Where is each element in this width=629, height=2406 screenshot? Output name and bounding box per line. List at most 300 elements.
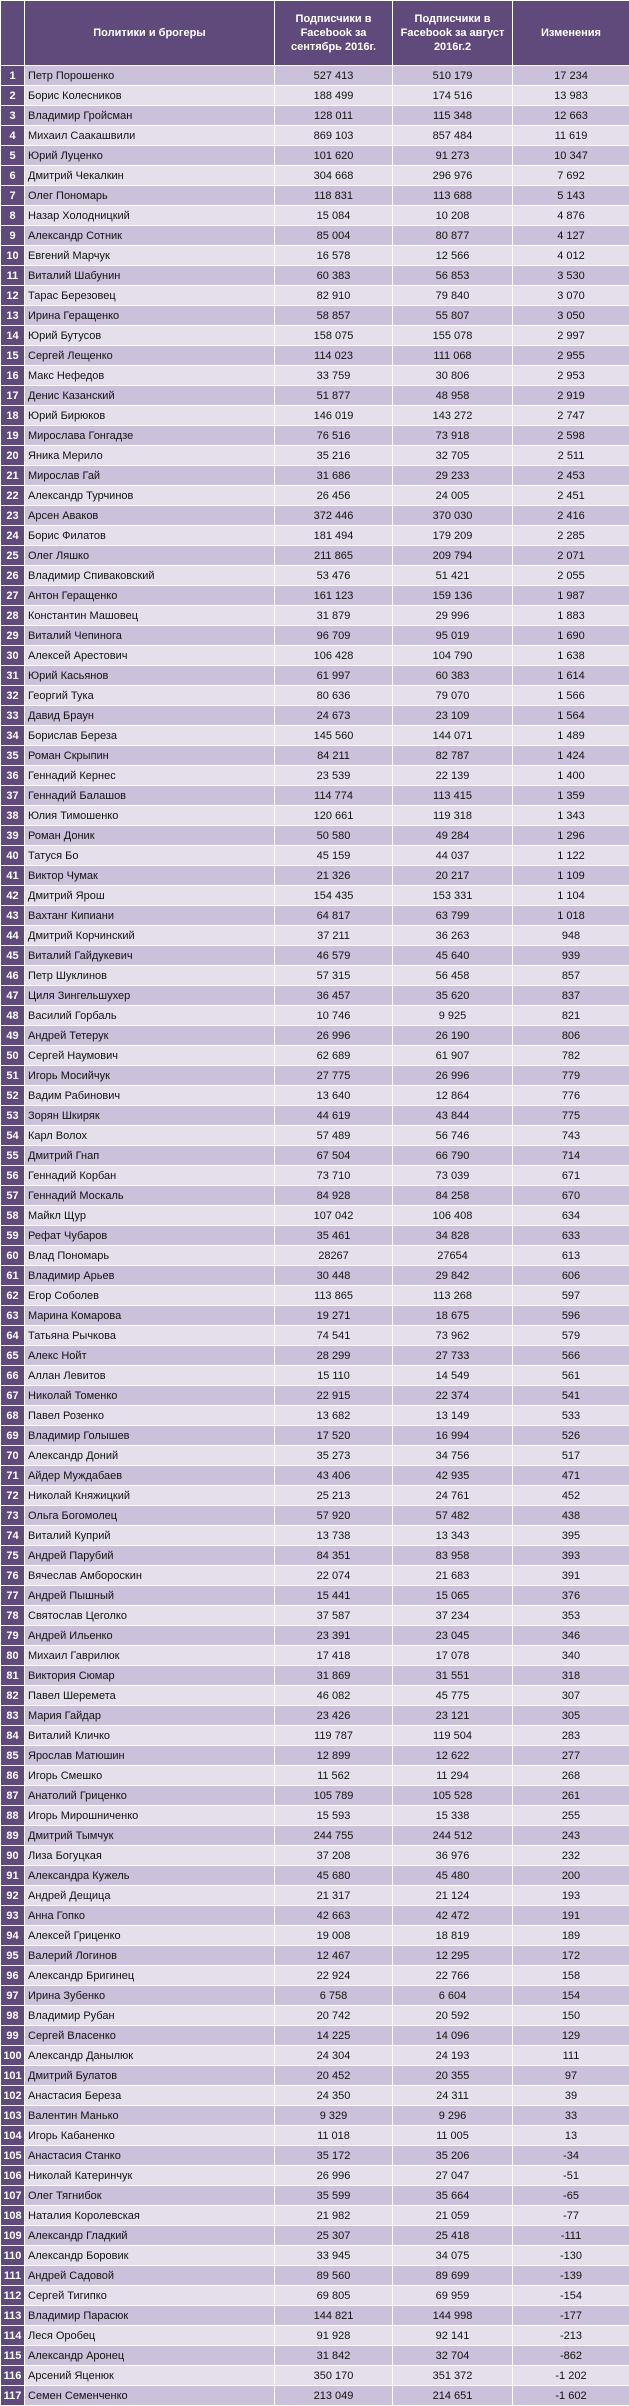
subscribers-change: 561 bbox=[513, 1366, 629, 1386]
subscribers-august: 13 343 bbox=[393, 1526, 513, 1546]
subscribers-august: 30 806 bbox=[393, 366, 513, 386]
subscribers-change: 541 bbox=[513, 1386, 629, 1406]
person-name: Андрей Дещица bbox=[25, 1886, 275, 1906]
subscribers-august: 23 121 bbox=[393, 1706, 513, 1726]
subscribers-september: 244 755 bbox=[275, 1826, 393, 1846]
subscribers-september: 13 682 bbox=[275, 1406, 393, 1426]
person-name: Ирина Геращенко bbox=[25, 306, 275, 326]
subscribers-change: 255 bbox=[513, 1806, 629, 1826]
table-row bbox=[1, 1446, 629, 1466]
subscribers-change: 1 018 bbox=[513, 906, 629, 926]
person-name: Семен Семенченко bbox=[25, 2386, 275, 2406]
row-number: 115 bbox=[1, 2346, 25, 2366]
table-row bbox=[1, 286, 629, 306]
row-number: 79 bbox=[1, 1626, 25, 1646]
subscribers-september: 106 428 bbox=[275, 646, 393, 666]
subscribers-change: 2 451 bbox=[513, 486, 629, 506]
person-name: Антон Геращенко bbox=[25, 586, 275, 606]
row-number: 34 bbox=[1, 726, 25, 746]
table-row bbox=[1, 886, 629, 906]
subscribers-september: 21 317 bbox=[275, 1886, 393, 1906]
subscribers-change: 3 070 bbox=[513, 286, 629, 306]
row-number: 15 bbox=[1, 346, 25, 366]
table-row bbox=[1, 1906, 629, 1926]
row-number: 58 bbox=[1, 1206, 25, 1226]
person-name: Владимир Спиваковский bbox=[25, 566, 275, 586]
subscribers-change: 526 bbox=[513, 1426, 629, 1446]
row-number: 47 bbox=[1, 986, 25, 1006]
subscribers-change: -213 bbox=[513, 2326, 629, 2346]
row-number: 38 bbox=[1, 806, 25, 826]
person-name: Вадим Рабинович bbox=[25, 1086, 275, 1106]
subscribers-september: 80 636 bbox=[275, 686, 393, 706]
person-name: Ирина Зубенко bbox=[25, 1986, 275, 2006]
subscribers-september: 6 758 bbox=[275, 1986, 393, 2006]
subscribers-august: 12 566 bbox=[393, 246, 513, 266]
subscribers-august: 24 193 bbox=[393, 2046, 513, 2066]
subscribers-change: 10 347 bbox=[513, 146, 629, 166]
subscribers-change: -862 bbox=[513, 2346, 629, 2366]
subscribers-august: 51 421 bbox=[393, 566, 513, 586]
subscribers-august: 144 071 bbox=[393, 726, 513, 746]
subscribers-august: 21 683 bbox=[393, 1566, 513, 1586]
subscribers-september: 24 350 bbox=[275, 2086, 393, 2106]
table-row bbox=[1, 626, 629, 646]
row-number: 7 bbox=[1, 186, 25, 206]
subscribers-september: 37 211 bbox=[275, 926, 393, 946]
subscribers-august: 27654 bbox=[393, 1246, 513, 1266]
subscribers-september: 91 928 bbox=[275, 2326, 393, 2346]
subscribers-september: 114 774 bbox=[275, 786, 393, 806]
subscribers-september: 35 273 bbox=[275, 1446, 393, 1466]
subscribers-september: 67 504 bbox=[275, 1146, 393, 1166]
subscribers-change: 948 bbox=[513, 926, 629, 946]
person-name: Назар Холодницкий bbox=[25, 206, 275, 226]
subscribers-change: 13 bbox=[513, 2126, 629, 2146]
table-row bbox=[1, 146, 629, 166]
person-name: Рефат Чубаров bbox=[25, 1226, 275, 1246]
row-number: 90 bbox=[1, 1846, 25, 1866]
table-row bbox=[1, 386, 629, 406]
row-number: 117 bbox=[1, 2386, 25, 2406]
person-name: Виталий Кличко bbox=[25, 1726, 275, 1746]
subscribers-change: 3 050 bbox=[513, 306, 629, 326]
table-row bbox=[1, 846, 629, 866]
row-number: 109 bbox=[1, 2226, 25, 2246]
subscribers-august: 83 958 bbox=[393, 1546, 513, 1566]
subscribers-august: 26 190 bbox=[393, 1026, 513, 1046]
table-row bbox=[1, 806, 629, 826]
subscribers-change: 376 bbox=[513, 1586, 629, 1606]
subscribers-august: 18 819 bbox=[393, 1926, 513, 1946]
subscribers-august: 214 651 bbox=[393, 2386, 513, 2406]
table-row bbox=[1, 646, 629, 666]
subscribers-september: 45 159 bbox=[275, 846, 393, 866]
table-row bbox=[1, 1686, 629, 1706]
subscribers-september: 113 865 bbox=[275, 1286, 393, 1306]
subscribers-august: 20 355 bbox=[393, 2066, 513, 2086]
person-name: Алексей Гриценко bbox=[25, 1926, 275, 1946]
subscribers-august: 18 675 bbox=[393, 1306, 513, 1326]
subscribers-september: 46 579 bbox=[275, 946, 393, 966]
subscribers-august: 115 348 bbox=[393, 106, 513, 126]
table-row bbox=[1, 1166, 629, 1186]
table-row bbox=[1, 1606, 629, 1626]
subscribers-change: 1 359 bbox=[513, 786, 629, 806]
subscribers-august: 60 383 bbox=[393, 666, 513, 686]
subscribers-change: 1 638 bbox=[513, 646, 629, 666]
row-number: 54 bbox=[1, 1126, 25, 1146]
subscribers-september: 23 391 bbox=[275, 1626, 393, 1646]
person-name: Владимир Парасюк bbox=[25, 2306, 275, 2326]
row-number: 39 bbox=[1, 826, 25, 846]
table-row bbox=[1, 2226, 629, 2246]
subscribers-august: 34 756 bbox=[393, 1446, 513, 1466]
table-row bbox=[1, 546, 629, 566]
subscribers-august: 22 139 bbox=[393, 766, 513, 786]
person-name: Дмитрий Корчинский bbox=[25, 926, 275, 946]
table-row bbox=[1, 1806, 629, 1826]
table-row bbox=[1, 66, 629, 86]
subscribers-change: 2 511 bbox=[513, 446, 629, 466]
person-name: Александр Бригинец bbox=[25, 1966, 275, 1986]
subscribers-september: 181 494 bbox=[275, 526, 393, 546]
person-name: Алексей Арестович bbox=[25, 646, 275, 666]
subscribers-september: 15 593 bbox=[275, 1806, 393, 1826]
row-number: 93 bbox=[1, 1906, 25, 1926]
table-row bbox=[1, 1126, 629, 1146]
row-number: 12 bbox=[1, 286, 25, 306]
person-name: Святослав Цеголко bbox=[25, 1606, 275, 1626]
header-subscribers-september: Подписчики в Facebook за сентябрь 2016г. bbox=[275, 1, 393, 66]
row-number: 77 bbox=[1, 1586, 25, 1606]
row-number: 89 bbox=[1, 1826, 25, 1846]
table-row bbox=[1, 2026, 629, 2046]
subscribers-september: 15 441 bbox=[275, 1586, 393, 1606]
person-name: Борис Колесников bbox=[25, 86, 275, 106]
subscribers-change: 857 bbox=[513, 966, 629, 986]
subscribers-change: 158 bbox=[513, 1966, 629, 1986]
table-row bbox=[1, 2006, 629, 2026]
subscribers-august: 69 959 bbox=[393, 2286, 513, 2306]
table-row bbox=[1, 86, 629, 106]
row-number: 30 bbox=[1, 646, 25, 666]
person-name: Андрей Парубий bbox=[25, 1546, 275, 1566]
subscribers-september: 43 406 bbox=[275, 1466, 393, 1486]
subscribers-september: 31 879 bbox=[275, 606, 393, 626]
subscribers-change: 806 bbox=[513, 1026, 629, 1046]
subscribers-september: 21 326 bbox=[275, 866, 393, 886]
subscribers-september: 25 307 bbox=[275, 2226, 393, 2246]
person-name: Юлия Тимошенко bbox=[25, 806, 275, 826]
row-number: 72 bbox=[1, 1486, 25, 1506]
person-name: Игорь Кабаненко bbox=[25, 2126, 275, 2146]
subscribers-august: 12 295 bbox=[393, 1946, 513, 1966]
subscribers-september: 12 899 bbox=[275, 1746, 393, 1766]
subscribers-change: 714 bbox=[513, 1146, 629, 1166]
subscribers-september: 19 271 bbox=[275, 1306, 393, 1326]
subscribers-change: 566 bbox=[513, 1346, 629, 1366]
table-row bbox=[1, 726, 629, 746]
person-name: Сергей Наумович bbox=[25, 1046, 275, 1066]
person-name: Анастасия Береза bbox=[25, 2086, 275, 2106]
row-number: 11 bbox=[1, 266, 25, 286]
subscribers-september: 13 738 bbox=[275, 1526, 393, 1546]
subscribers-change: 346 bbox=[513, 1626, 629, 1646]
subscribers-august: 42 472 bbox=[393, 1906, 513, 1926]
person-name: Юрий Луценко bbox=[25, 146, 275, 166]
person-name: Владимир Арьев bbox=[25, 1266, 275, 1286]
subscribers-change: 111 bbox=[513, 2046, 629, 2066]
subscribers-change: 2 416 bbox=[513, 506, 629, 526]
table-row bbox=[1, 2186, 629, 2206]
row-number: 40 bbox=[1, 846, 25, 866]
subscribers-change: 277 bbox=[513, 1746, 629, 1766]
table-row bbox=[1, 1506, 629, 1526]
subscribers-september: 26 996 bbox=[275, 2166, 393, 2186]
subscribers-september: 24 304 bbox=[275, 2046, 393, 2066]
row-number: 50 bbox=[1, 1046, 25, 1066]
subscribers-change: -34 bbox=[513, 2146, 629, 2166]
table-row bbox=[1, 226, 629, 246]
subscribers-august: 24 761 bbox=[393, 1486, 513, 1506]
person-name: Павел Шеремета bbox=[25, 1686, 275, 1706]
row-number: 57 bbox=[1, 1186, 25, 1206]
row-number: 56 bbox=[1, 1166, 25, 1186]
table-row bbox=[1, 2106, 629, 2126]
table-row bbox=[1, 1046, 629, 1066]
person-name: Дмитрий Тымчук bbox=[25, 1826, 275, 1846]
person-name: Владимир Рубан bbox=[25, 2006, 275, 2026]
person-name: Мария Гайдар bbox=[25, 1706, 275, 1726]
subscribers-change: 172 bbox=[513, 1946, 629, 1966]
subscribers-august: 61 907 bbox=[393, 1046, 513, 1066]
person-name: Александр Гладкий bbox=[25, 2226, 275, 2246]
subscribers-change: 268 bbox=[513, 1766, 629, 1786]
subscribers-september: 96 709 bbox=[275, 626, 393, 646]
subscribers-august: 55 807 bbox=[393, 306, 513, 326]
table-row bbox=[1, 126, 629, 146]
table-row bbox=[1, 1946, 629, 1966]
subscribers-september: 35 216 bbox=[275, 446, 393, 466]
table-row bbox=[1, 2326, 629, 2346]
row-number: 25 bbox=[1, 546, 25, 566]
person-name: Виталий Шабунин bbox=[25, 266, 275, 286]
subscribers-september: 84 211 bbox=[275, 746, 393, 766]
row-number: 100 bbox=[1, 2046, 25, 2066]
person-name: Олег Ляшко bbox=[25, 546, 275, 566]
subscribers-september: 60 383 bbox=[275, 266, 393, 286]
subscribers-change: 129 bbox=[513, 2026, 629, 2046]
subscribers-august: 244 512 bbox=[393, 1826, 513, 1846]
person-name: Зорян Шкиряк bbox=[25, 1106, 275, 1126]
subscribers-september: 42 663 bbox=[275, 1906, 393, 1926]
subscribers-change: 1 489 bbox=[513, 726, 629, 746]
subscribers-change: 1 564 bbox=[513, 706, 629, 726]
subscribers-august: 105 528 bbox=[393, 1786, 513, 1806]
table-row bbox=[1, 466, 629, 486]
table-row bbox=[1, 106, 629, 126]
row-number: 43 bbox=[1, 906, 25, 926]
subscribers-august: 11 294 bbox=[393, 1766, 513, 1786]
subscribers-september: 57 489 bbox=[275, 1126, 393, 1146]
row-number: 20 bbox=[1, 446, 25, 466]
subscribers-september: 24 673 bbox=[275, 706, 393, 726]
subscribers-august: 35 620 bbox=[393, 986, 513, 1006]
row-number: 60 bbox=[1, 1246, 25, 1266]
subscribers-change: 2 453 bbox=[513, 466, 629, 486]
subscribers-september: 13 640 bbox=[275, 1086, 393, 1106]
subscribers-august: 73 039 bbox=[393, 1166, 513, 1186]
subscribers-august: 174 516 bbox=[393, 86, 513, 106]
row-number: 95 bbox=[1, 1946, 25, 1966]
table-row bbox=[1, 1546, 629, 1566]
subscribers-september: 82 910 bbox=[275, 286, 393, 306]
subscribers-september: 350 170 bbox=[275, 2366, 393, 2386]
subscribers-september: 46 082 bbox=[275, 1686, 393, 1706]
subscribers-august: 56 853 bbox=[393, 266, 513, 286]
table-row bbox=[1, 866, 629, 886]
subscribers-change: 821 bbox=[513, 1006, 629, 1026]
table-row bbox=[1, 1486, 629, 1506]
subscribers-august: 92 141 bbox=[393, 2326, 513, 2346]
subscribers-change: 2 953 bbox=[513, 366, 629, 386]
person-name: Дмитрий Чекалкин bbox=[25, 166, 275, 186]
row-number: 6 bbox=[1, 166, 25, 186]
subscribers-change: 1 109 bbox=[513, 866, 629, 886]
subscribers-change: 243 bbox=[513, 1826, 629, 1846]
person-name: Николай Томенко bbox=[25, 1386, 275, 1406]
subscribers-change: 305 bbox=[513, 1706, 629, 1726]
row-number: 103 bbox=[1, 2106, 25, 2126]
subscribers-august: 57 482 bbox=[393, 1506, 513, 1526]
subscribers-change: 7 692 bbox=[513, 166, 629, 186]
subscribers-change: 193 bbox=[513, 1886, 629, 1906]
table-row bbox=[1, 1426, 629, 1446]
table-row bbox=[1, 2046, 629, 2066]
subscribers-august: 106 408 bbox=[393, 1206, 513, 1226]
subscribers-change: 150 bbox=[513, 2006, 629, 2026]
subscribers-change: 2 285 bbox=[513, 526, 629, 546]
subscribers-september: 372 446 bbox=[275, 506, 393, 526]
person-name: Александр Боровик bbox=[25, 2246, 275, 2266]
row-number: 105 bbox=[1, 2146, 25, 2166]
table-row bbox=[1, 346, 629, 366]
subscribers-september: 69 805 bbox=[275, 2286, 393, 2306]
table-row bbox=[1, 1266, 629, 1286]
subscribers-change: 283 bbox=[513, 1726, 629, 1746]
subscribers-september: 58 857 bbox=[275, 306, 393, 326]
table-row bbox=[1, 2246, 629, 2266]
table-row bbox=[1, 1206, 629, 1226]
table-row bbox=[1, 1006, 629, 1026]
subscribers-august: 29 233 bbox=[393, 466, 513, 486]
table-row bbox=[1, 1746, 629, 1766]
table-row bbox=[1, 826, 629, 846]
person-name: Евгений Марчук bbox=[25, 246, 275, 266]
subscribers-september: 188 499 bbox=[275, 86, 393, 106]
subscribers-september: 17 520 bbox=[275, 1426, 393, 1446]
row-number: 86 bbox=[1, 1766, 25, 1786]
subscribers-august: 25 418 bbox=[393, 2226, 513, 2246]
subscribers-change: 939 bbox=[513, 946, 629, 966]
row-number: 107 bbox=[1, 2186, 25, 2206]
table-row bbox=[1, 1586, 629, 1606]
row-number: 83 bbox=[1, 1706, 25, 1726]
subscribers-change: -111 bbox=[513, 2226, 629, 2246]
row-number: 29 bbox=[1, 626, 25, 646]
table-row bbox=[1, 1886, 629, 1906]
subscribers-august: 24 311 bbox=[393, 2086, 513, 2106]
subscribers-august: 144 998 bbox=[393, 2306, 513, 2326]
row-number: 68 bbox=[1, 1406, 25, 1426]
subscribers-september: 85 004 bbox=[275, 226, 393, 246]
subscribers-change: -65 bbox=[513, 2186, 629, 2206]
person-name: Марина Комарова bbox=[25, 1306, 275, 1326]
person-name: Сергей Тигипко bbox=[25, 2286, 275, 2306]
person-name: Айдер Муждабаев bbox=[25, 1466, 275, 1486]
subscribers-august: 32 705 bbox=[393, 446, 513, 466]
subscribers-change: 613 bbox=[513, 1246, 629, 1266]
subscribers-august: 45 640 bbox=[393, 946, 513, 966]
subscribers-september: 119 787 bbox=[275, 1726, 393, 1746]
row-number: 80 bbox=[1, 1646, 25, 1666]
subscribers-august: 179 209 bbox=[393, 526, 513, 546]
subscribers-change: 2 955 bbox=[513, 346, 629, 366]
subscribers-change: 261 bbox=[513, 1786, 629, 1806]
subscribers-september: 51 877 bbox=[275, 386, 393, 406]
table-row bbox=[1, 1306, 629, 1326]
row-number: 16 bbox=[1, 366, 25, 386]
subscribers-august: 21 059 bbox=[393, 2206, 513, 2226]
row-number: 62 bbox=[1, 1286, 25, 1306]
table-row bbox=[1, 1766, 629, 1786]
subscribers-september: 53 476 bbox=[275, 566, 393, 586]
table-row bbox=[1, 2266, 629, 2286]
subscribers-september: 23 539 bbox=[275, 766, 393, 786]
subscribers-september: 120 661 bbox=[275, 806, 393, 826]
row-number: 17 bbox=[1, 386, 25, 406]
person-name: Константин Машовец bbox=[25, 606, 275, 626]
subscribers-august: 26 996 bbox=[393, 1066, 513, 1086]
row-number: 37 bbox=[1, 786, 25, 806]
row-number: 82 bbox=[1, 1686, 25, 1706]
subscribers-august: 36 976 bbox=[393, 1846, 513, 1866]
person-name: Александр Данылюк bbox=[25, 2046, 275, 2066]
row-number: 97 bbox=[1, 1986, 25, 2006]
table-row bbox=[1, 2086, 629, 2106]
person-name: Георгий Тука bbox=[25, 686, 275, 706]
subscribers-september: 9 329 bbox=[275, 2106, 393, 2126]
table-row bbox=[1, 1186, 629, 1206]
subscribers-september: 22 074 bbox=[275, 1566, 393, 1586]
person-name: Циля Зингельшухер bbox=[25, 986, 275, 1006]
row-number: 111 bbox=[1, 2266, 25, 2286]
subscribers-august: 351 372 bbox=[393, 2366, 513, 2386]
subscribers-august: 159 136 bbox=[393, 586, 513, 606]
person-name: Борислав Береза bbox=[25, 726, 275, 746]
table-row bbox=[1, 2126, 629, 2146]
subscribers-august: 11 005 bbox=[393, 2126, 513, 2146]
subscribers-august: 34 075 bbox=[393, 2246, 513, 2266]
row-number: 74 bbox=[1, 1526, 25, 1546]
table-row bbox=[1, 1526, 629, 1546]
subscribers-change: 189 bbox=[513, 1926, 629, 1946]
header-subscribers-august: Подписчики в Facebook за август 2016г.2 bbox=[393, 1, 513, 66]
row-number: 116 bbox=[1, 2366, 25, 2386]
table-row bbox=[1, 1246, 629, 1266]
person-name: Анна Гопко bbox=[25, 1906, 275, 1926]
